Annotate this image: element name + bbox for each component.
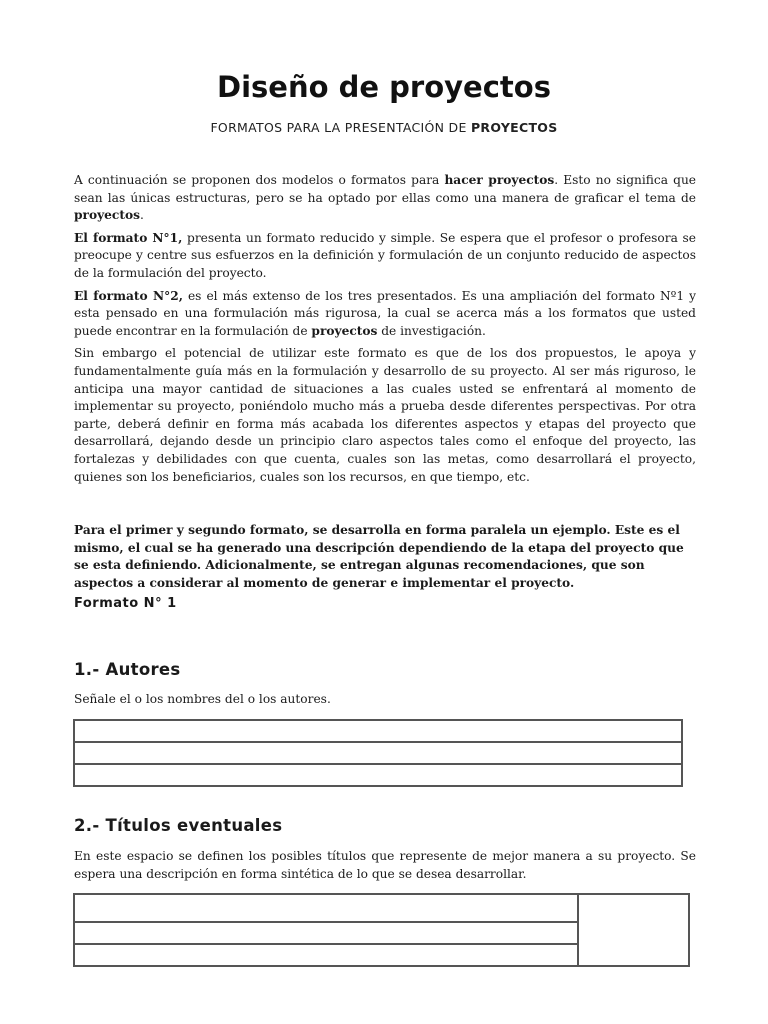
intro-p1-bold-2: proyectos bbox=[74, 208, 140, 223]
intro-p1-bold-1: hacer proyectos bbox=[444, 173, 555, 187]
titulos-input-row[interactable] bbox=[74, 894, 578, 922]
section-description-autores: Señale el o los nombres del o los autores. bbox=[74, 692, 331, 706]
intro-body bbox=[74, 172, 696, 491]
intro-p1-text-2: . Esto no significa que sean las únicas estructuras, pero se ha optado por ellas como una manera de graficar el tema de bbox=[74, 173, 697, 205]
intro-paragraph-1 bbox=[74, 172, 696, 225]
section-heading-autores: 1.- Autores bbox=[74, 660, 181, 679]
autores-input-row[interactable] bbox=[74, 720, 682, 742]
intro-p3-bold-1: El formato N°2, bbox=[74, 288, 183, 303]
intro-p1-text-3: . bbox=[139, 208, 144, 223]
intro-p3-text-2: de investigación. bbox=[377, 323, 486, 338]
intro-paragraph-2 bbox=[74, 230, 696, 283]
example-note: Para el primer y segundo formato, se desarrolla en forma paralela un ejemplo. Este es el mismo, el cual se ha generado una descripción dependiendo de la etapa del proyecto que se esta definiendo. Adicionalmente, se entregan algunas recomendaciones, que son aspectos a considerar al momento de generar e implementar el proyecto. bbox=[74, 523, 684, 590]
autores-input-table bbox=[73, 719, 683, 787]
intro-p1-text-1: A continuación se proponen dos modelos o formatos para bbox=[74, 173, 445, 187]
autores-input-row[interactable] bbox=[74, 764, 682, 786]
subtitle-bold: PROYECTOS bbox=[470, 120, 558, 135]
titulos-input-row[interactable] bbox=[74, 944, 578, 966]
document-subtitle bbox=[0, 120, 768, 135]
titulos-side-cell[interactable] bbox=[578, 894, 689, 966]
document-title: Diseño de proyectos bbox=[217, 70, 551, 104]
intro-p3-bold-2: proyectos bbox=[311, 323, 378, 338]
intro-p3-text-1: es el más extenso de los tres presentados. Es una ampliación del formato Nº1 y esta pensado en una formulación más rigurosa, la cual se acerca más a los formatos que usted puede encontrar en la formulación de bbox=[74, 288, 696, 338]
section-heading-titulos: 2.- Títulos eventuales bbox=[74, 816, 283, 835]
intro-p2-bold-1: El formato N°1, bbox=[74, 230, 183, 245]
formato-label: Formato N° 1 bbox=[74, 596, 177, 611]
autores-input-row[interactable] bbox=[74, 742, 682, 764]
titulos-input-table bbox=[73, 893, 690, 967]
section-description-titulos: En este espacio se definen los posibles títulos que represente de mejor manera a su proyecto. Se espera una descripción en forma sintética de lo que se desea desarrollar. bbox=[74, 849, 696, 881]
intro-paragraph-4: Sin embargo el potencial de utilizar este formato es que de los dos propuestos, le apoya y fundamentalmente guía más en la formulación y desarrollo de su proyecto. Al ser más riguroso, le anticipa una mayor cantidad de situaciones a las cuales usted se enfrentará al momento de implementar su proyecto, poniéndolo mucho más a prueba desde diferentes perspectivas. Por otra parte, deberá definir en forma más acabada los diferentes aspectos y etapas del proyecto que desarrollará, dejando desde un principio claro aspectos tales como el enfoque del proyecto, las fortalezas y debilidades con que cuenta, cuales son las metas, como desarrollará el proyecto, quienes son los beneficiarios, cuales son los recursos, en que tiempo, etc. bbox=[74, 346, 696, 484]
intro-p2-text-1: presenta un formato reducido y simple. Se espera que el profesor o profesora se preocupe y centre sus esfuerzos en la definición y formulación de un conjunto reducido de aspectos de la formulación del proyecto. bbox=[74, 230, 696, 280]
titulos-input-row[interactable] bbox=[74, 922, 578, 944]
subtitle-prefix: FORMATOS PARA LA PRESENTACIÓN DE bbox=[210, 120, 471, 135]
intro-paragraph-3 bbox=[74, 288, 696, 341]
